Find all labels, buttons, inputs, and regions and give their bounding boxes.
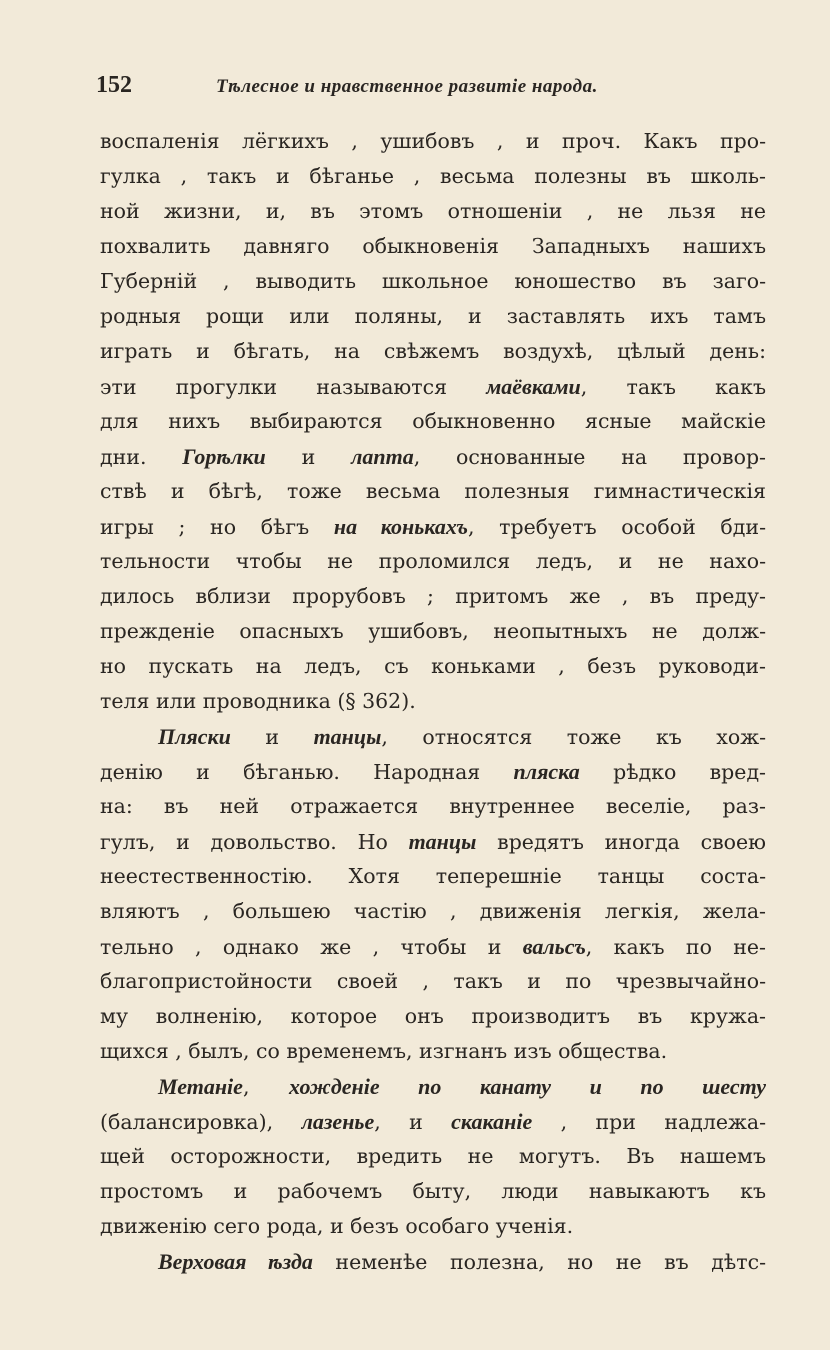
- text-segment: на: въ ней отражается внутреннее веселіе, раз-: [100, 794, 766, 818]
- text-line: [100, 824, 766, 859]
- text-segment: неменѣе полезна, но не въ дѣтс-: [312, 1250, 766, 1274]
- text-line: [100, 894, 766, 929]
- text-segment: для нихъ выбираются обыкновенно ясные майскіе: [100, 409, 766, 433]
- paragraph: [100, 1244, 766, 1279]
- text-line: [100, 1034, 766, 1069]
- text-segment: играть и бѣгать, на свѣжемъ воздухѣ, цѣлый день:: [100, 339, 766, 363]
- text-line: [100, 1209, 766, 1244]
- text-line: [100, 719, 766, 754]
- italic-term: Пляски: [158, 724, 231, 749]
- text-segment: , относятся тоже къ хож-: [381, 725, 766, 749]
- text-line: [100, 1139, 766, 1174]
- text-segment: ствѣ и бѣгѣ, тоже весьма полезныя гимнастическія: [100, 479, 766, 503]
- italic-term: на конькахъ: [333, 514, 468, 539]
- text-line: [100, 299, 766, 334]
- text-segment: , и: [374, 1110, 452, 1134]
- italic-term: пляска: [513, 759, 580, 784]
- text-segment: тельно , однако же , чтобы и: [100, 935, 523, 959]
- text-segment: тельности чтобы не проломился ледъ, и не нахо-: [100, 549, 766, 573]
- text-line: [100, 859, 766, 894]
- text-line: [100, 1069, 766, 1104]
- italic-term: танцы: [313, 724, 382, 749]
- text-segment: , такъ какъ: [580, 375, 766, 399]
- text-line: [100, 1104, 766, 1139]
- text-segment: родныя рощи или поляны, и заставлять ихъ тамъ: [100, 304, 766, 328]
- text-line: [100, 369, 766, 404]
- text-line: [100, 1244, 766, 1279]
- italic-term: Метаніе: [158, 1074, 243, 1099]
- text-segment: Губерній , выводить школьное юношество въ заго-: [100, 269, 766, 293]
- text-line: [100, 194, 766, 229]
- italic-term: лазенье: [301, 1109, 375, 1134]
- text-segment: вредятъ иногда своею: [476, 830, 766, 854]
- text-segment: теля или проводника (§ 362).: [100, 689, 416, 713]
- text-line: [100, 684, 766, 719]
- text-segment: гулка , такъ и бѣганье , весьма полезны въ школь-: [100, 164, 766, 188]
- text-segment: движенію сего рода, и безъ особаго ученія.: [100, 1214, 574, 1238]
- text-line: [100, 614, 766, 649]
- text-segment: му волненію, которое онъ производитъ въ кружа-: [100, 1004, 766, 1028]
- paragraph: [100, 719, 766, 1069]
- italic-term: хожденіе по канату и по шесту: [289, 1074, 766, 1099]
- italic-term: вальсъ: [522, 934, 586, 959]
- text-line: [100, 1174, 766, 1209]
- italic-term: танцы: [408, 829, 477, 854]
- text-segment: простомъ и рабочемъ быту, люди навыкаютъ къ: [100, 1179, 766, 1203]
- italic-term: маёвками: [486, 374, 581, 399]
- text-segment: и: [265, 445, 352, 469]
- text-segment: щихся , былъ, со временемъ, изгнанъ изъ общества.: [100, 1039, 668, 1063]
- body-text: [100, 124, 766, 1279]
- text-line: [100, 999, 766, 1034]
- text-line: [100, 124, 766, 159]
- text-line: [100, 649, 766, 684]
- text-line: [100, 404, 766, 439]
- text-line: [100, 334, 766, 369]
- italic-term: лапта: [351, 444, 414, 469]
- text-segment: но пускать на ледъ, съ коньками , безъ руководи-: [100, 654, 766, 678]
- text-segment: , какъ по не-: [585, 935, 766, 959]
- text-segment: ной жизни, и, въ этомъ отношеніи , не льзя не: [100, 199, 766, 223]
- text-segment: благопристойности своей , такъ и по чрезвычайно-: [100, 969, 766, 993]
- text-segment: денію и бѣганью. Народная: [100, 760, 514, 784]
- italic-term: Верховая ѣзда: [158, 1249, 313, 1274]
- italic-term: скаканіе: [451, 1109, 533, 1134]
- text-segment: , основанные на провор-: [413, 445, 766, 469]
- text-segment: игры ; но бѣгъ: [100, 515, 334, 539]
- text-segment: вляютъ , большею частію , движенія легкія, жела-: [100, 899, 766, 923]
- text-segment: прежденіе опасныхъ ушибовъ, неопытныхъ не долж-: [100, 619, 766, 643]
- text-line: [100, 789, 766, 824]
- italic-term: Горѣлки: [182, 444, 266, 469]
- text-line: [100, 264, 766, 299]
- page-number: 152: [96, 72, 132, 98]
- text-line: [100, 579, 766, 614]
- text-segment: дни.: [100, 445, 183, 469]
- page-header: [96, 70, 736, 110]
- text-segment: , требуетъ особой бди-: [467, 515, 766, 539]
- text-line: [100, 439, 766, 474]
- text-segment: ,: [242, 1075, 289, 1099]
- text-segment: , при надлежа-: [532, 1110, 766, 1134]
- text-line: [100, 929, 766, 964]
- text-line: [100, 544, 766, 579]
- text-line: [100, 964, 766, 999]
- text-segment: похвалить давняго обыкновенія Западныхъ нашихъ: [100, 234, 766, 258]
- text-line: [100, 159, 766, 194]
- text-segment: рѣдко вред-: [579, 760, 766, 784]
- text-segment: дилось вблизи прорубовъ ; притомъ же , въ преду-: [100, 584, 766, 608]
- text-line: [100, 229, 766, 264]
- text-segment: неестественностію. Хотя теперешніе танцы соста-: [100, 864, 766, 888]
- text-segment: и: [230, 725, 314, 749]
- text-segment: эти прогулки называются: [100, 375, 487, 399]
- text-line: [100, 474, 766, 509]
- text-segment: щей осторожности, вредить не могутъ. Въ нашемъ: [100, 1144, 766, 1168]
- text-line: [100, 754, 766, 789]
- paragraph: [100, 124, 766, 719]
- text-line: [100, 509, 766, 544]
- text-segment: воспаленія лёгкихъ , ушибовъ , и проч. Какъ про-: [100, 129, 766, 153]
- text-segment: (балансировка),: [100, 1110, 302, 1134]
- text-segment: гулъ, и довольство. Но: [100, 830, 409, 854]
- running-title: Тѣлесное и нравственное развитіе народа.: [216, 76, 598, 97]
- paragraph: [100, 1069, 766, 1244]
